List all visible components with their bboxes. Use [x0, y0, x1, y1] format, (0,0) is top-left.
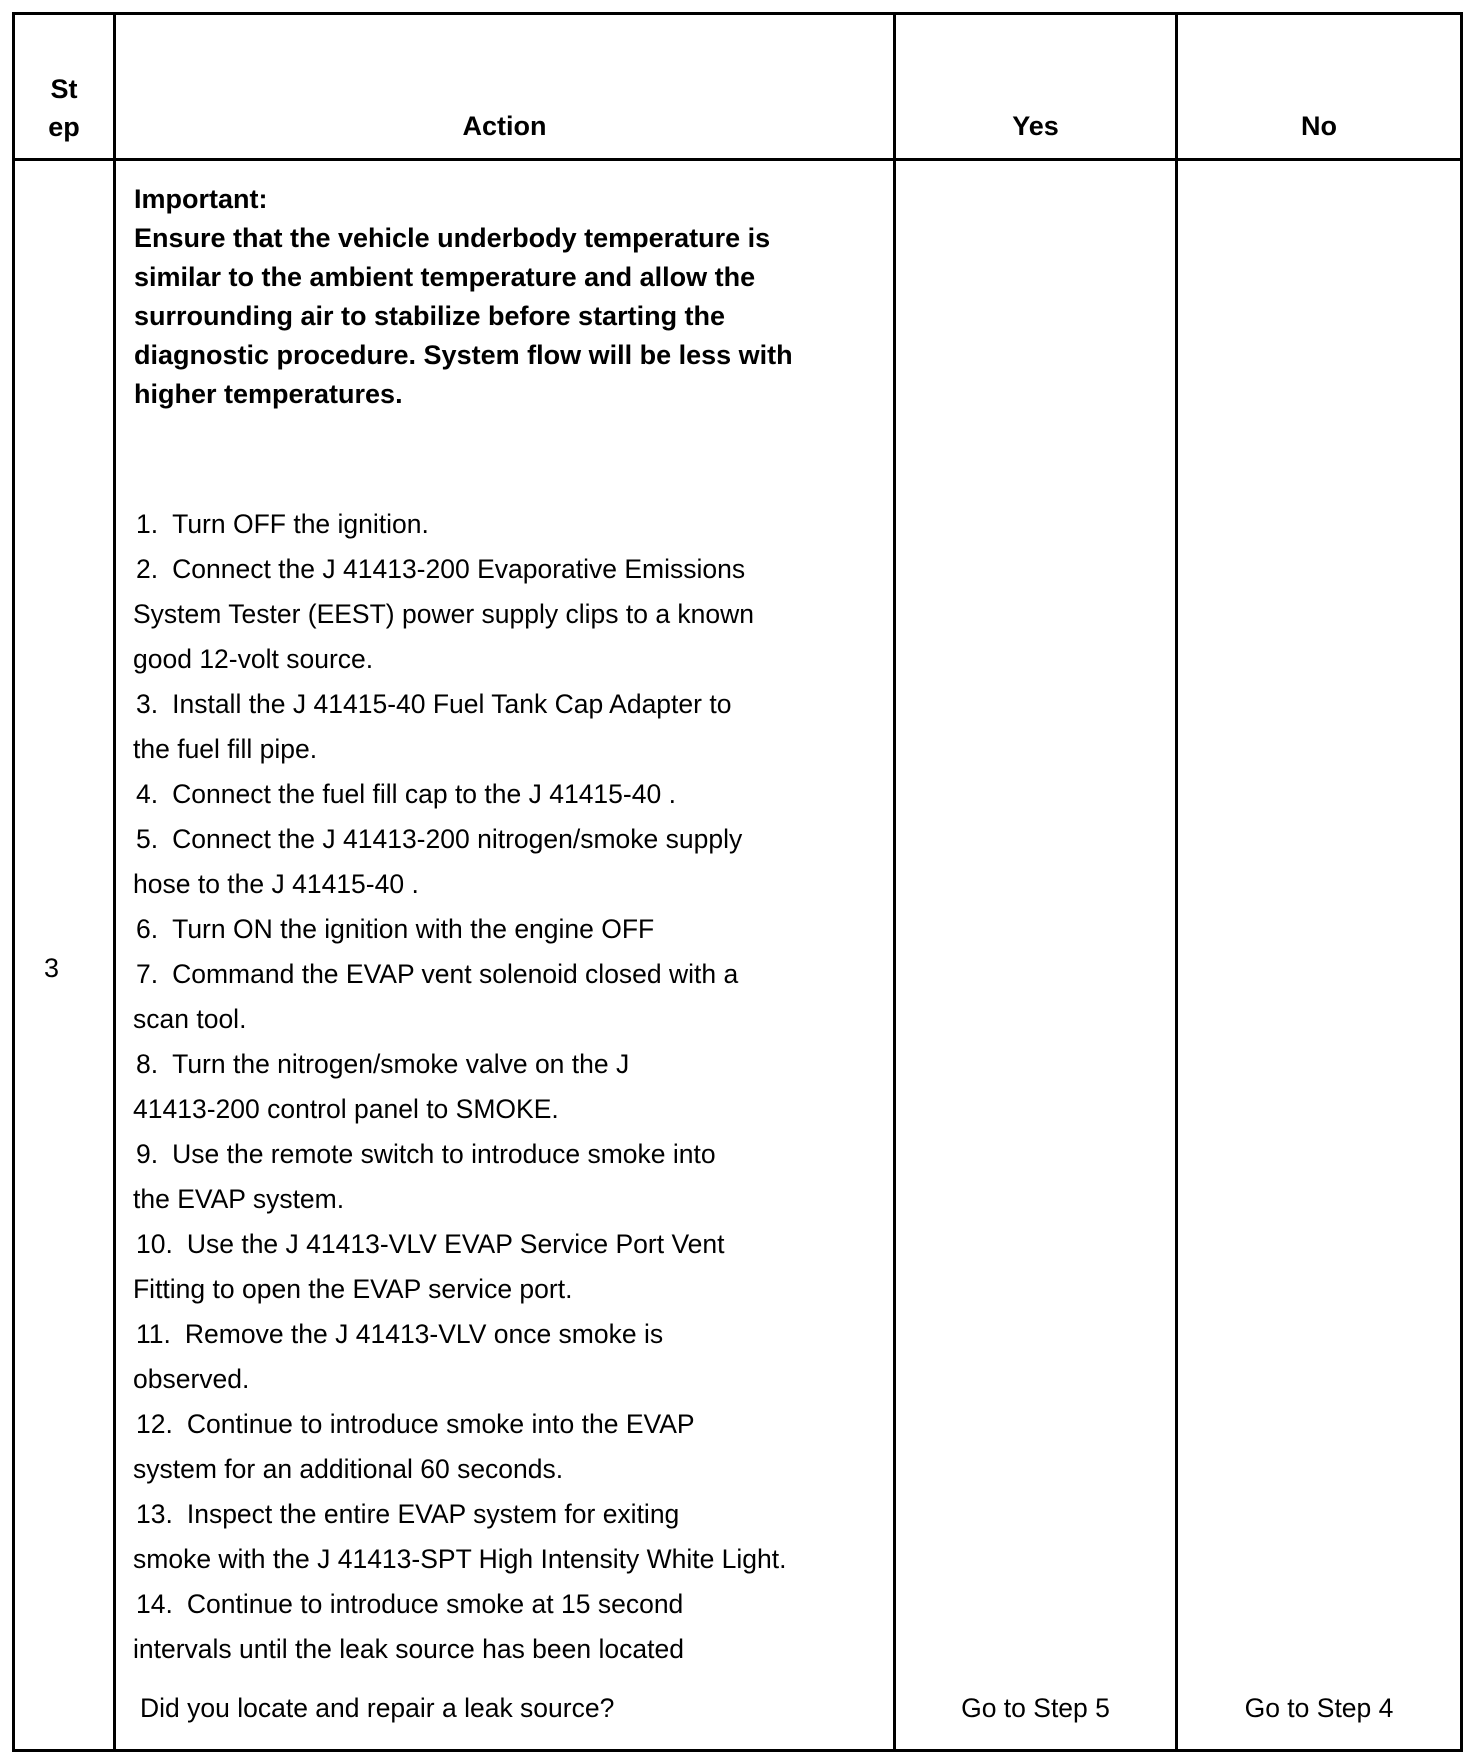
step-item-text: Inspect the entire EVAP system for exiting — [186, 1499, 680, 1529]
step-item-text: 41413-200 control panel to SMOKE. — [133, 1094, 559, 1124]
step-item-text: the EVAP system. — [133, 1184, 345, 1214]
header-step-line1: St — [50, 74, 78, 104]
procedure-step-line — [133, 1402, 833, 1447]
procedure-step-line — [133, 1042, 833, 1087]
step-item-text: Turn the nitrogen/smoke valve on the J — [172, 1049, 630, 1079]
step-item-text: Continue to introduce smoke into the EVAP — [186, 1409, 695, 1439]
procedure-step-line — [133, 727, 833, 772]
step-item-text: System Tester (EEST) power supply clips to a known — [133, 599, 755, 629]
header-divider — [12, 158, 1463, 161]
step-item-text: Fitting to open the EVAP service port. — [133, 1274, 573, 1304]
step-item-number: 4. — [136, 779, 159, 809]
procedure-step-line — [133, 862, 833, 907]
column-divider-yes-no — [1175, 12, 1178, 1752]
important-line: higher temperatures. — [134, 379, 403, 409]
table-border-top — [12, 12, 1463, 15]
step-item-text: Use the J 41413-VLV EVAP Service Port Vent — [186, 1229, 725, 1259]
step-item-text: observed. — [133, 1364, 250, 1394]
step-item-number: 5. — [136, 824, 159, 854]
step-item-text: Turn OFF the ignition. — [172, 509, 429, 539]
procedure-step-line — [133, 952, 833, 997]
procedure-step-line — [133, 1177, 833, 1222]
procedure-step-line — [133, 592, 833, 637]
step-item-text: Command the EVAP vent solenoid closed with a — [172, 959, 739, 989]
step-item-number: 2. — [136, 554, 159, 584]
header-step — [15, 70, 113, 146]
step-item-text: Connect the J 41413-200 Evaporative Emissions — [172, 554, 746, 584]
procedure-step-line — [133, 1537, 833, 1582]
procedure-step-line — [133, 502, 833, 547]
header-action: Action — [462, 111, 547, 141]
step-item-text: Connect the fuel fill cap to the J 41415-40 . — [172, 779, 676, 809]
procedure-step-line — [133, 637, 833, 682]
step-item-text: intervals until the leak source has been located — [133, 1634, 684, 1664]
yes-result: Go to Step 5 — [961, 1693, 1110, 1723]
step-item-text: Remove the J 41413-VLV once smoke is — [184, 1319, 664, 1349]
question-text: Did you locate and repair a leak source? — [140, 1693, 615, 1723]
procedure-step-line — [133, 1492, 833, 1537]
procedure-step-line — [133, 907, 833, 952]
step-item-number: 1. — [136, 509, 159, 539]
step-item-number: 12. — [136, 1409, 173, 1439]
procedure-step-line — [133, 997, 833, 1042]
step-number: 3 — [44, 953, 60, 983]
procedure-step-line — [133, 1447, 833, 1492]
important-line: Ensure that the vehicle underbody temperature is — [134, 223, 771, 253]
step-item-number: 8. — [136, 1049, 159, 1079]
step-item-text: Turn ON the ignition with the engine OFF — [172, 914, 655, 944]
step-item-text: scan tool. — [133, 1004, 247, 1034]
important-line: similar to the ambient temperature and allow the — [134, 262, 756, 292]
procedure-step-line — [133, 1132, 833, 1177]
table-border-left — [12, 12, 15, 1752]
procedure-step-line — [133, 1267, 833, 1312]
important-note — [134, 180, 793, 414]
step-item-text: smoke with the J 41413-SPT High Intensity White Light. — [133, 1544, 787, 1574]
step-item-text: Install the J 41415-40 Fuel Tank Cap Adapter to — [172, 689, 732, 719]
step-item-number: 13. — [136, 1499, 173, 1529]
procedure-step-line — [133, 1222, 833, 1267]
no-result: Go to Step 4 — [1244, 1693, 1394, 1723]
step-item-text: hose to the J 41415-40 . — [133, 869, 419, 899]
procedure-step-line — [133, 547, 833, 592]
header-no: No — [1301, 111, 1337, 141]
procedure-steps — [133, 502, 833, 1672]
step-item-number: 7. — [136, 959, 159, 989]
step-item-text: good 12-volt source. — [133, 644, 374, 674]
step-item-number: 14. — [136, 1589, 173, 1619]
procedure-step-line — [133, 1627, 833, 1672]
procedure-step-line — [133, 1582, 833, 1627]
procedure-step-line — [133, 817, 833, 862]
table-border-bottom — [12, 1749, 1463, 1752]
procedure-step-line — [133, 682, 833, 727]
procedure-step-line — [133, 1312, 833, 1357]
important-label: Important: — [134, 184, 268, 214]
step-item-number: 11. — [136, 1319, 171, 1349]
procedure-step-line — [133, 1087, 833, 1132]
step-item-number: 10. — [136, 1229, 173, 1259]
step-item-text: Continue to introduce smoke at 15 second — [186, 1589, 684, 1619]
important-line: diagnostic procedure. System flow will be less with — [134, 340, 793, 370]
step-item-text: Connect the J 41413-200 nitrogen/smoke supply — [172, 824, 743, 854]
step-item-text: Use the remote switch to introduce smoke into — [172, 1139, 716, 1169]
procedure-step-line — [133, 772, 833, 817]
header-yes: Yes — [1012, 111, 1059, 141]
procedure-step-line — [133, 1357, 833, 1402]
important-line: surrounding air to stabilize before starting the — [134, 301, 726, 331]
step-item-text: the fuel fill pipe. — [133, 734, 318, 764]
step-item-number: 6. — [136, 914, 159, 944]
table-border-right — [1460, 12, 1463, 1752]
step-item-text: system for an additional 60 seconds. — [133, 1454, 564, 1484]
step-item-number: 9. — [136, 1139, 159, 1169]
step-item-number: 3. — [136, 689, 159, 719]
column-divider-step-action — [113, 12, 116, 1752]
column-divider-action-yes — [893, 12, 896, 1752]
header-step-line2: ep — [48, 112, 80, 142]
